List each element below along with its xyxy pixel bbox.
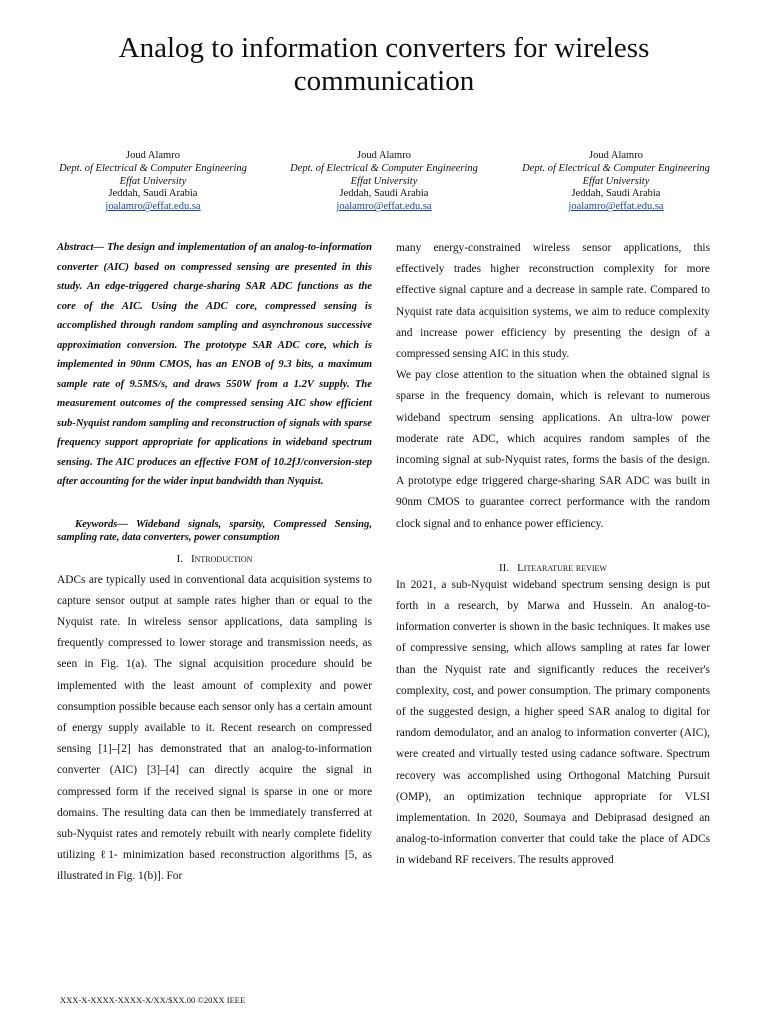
author-location: Jeddah, Saudi Arabia <box>339 188 429 200</box>
author-dept: Dept. of Electrical & Computer Engineering <box>522 162 710 174</box>
author-email-link[interactable]: joalamro@effat.edu.sa <box>336 201 432 213</box>
section-number: II. <box>499 561 510 574</box>
author-block-1 <box>43 150 263 214</box>
author-name: Joud Alamro <box>126 150 180 161</box>
author-block-2 <box>274 150 494 214</box>
author-org: Effat University <box>119 175 187 187</box>
author-dept: Dept. of Electrical & Computer Engineering <box>290 162 478 174</box>
intro-paragraph: ADCs are typically used in conventional data acquisition systems to capture sensor output at sample rates higher than or equal to the Nyquist rate. In wireless sensor applications, data sampling is frequently compressed to lower storage and transmission needs, as seen in Fig. 1(a). The signal acquisition procedure should be implemented with the least amount of complexity and power consumption possible because each sensor only has a certain amount of energy supply available to it. Recent research on compressed sensing [1]–[2] has demonstrated that an analog-to-information converter (AIC) [3]–[4] can directly acquire the signal in compressed form if the received signal is sparse in one or more domains. The resulting data can then be immediately transferred at sub-Nyquist rates and remotely rebuilt with nearly complete fidelity utilizing ℓ1- minimization based reconstruction algorithms [5, as illustrated in Fig. 1(b)]. For <box>57 573 372 883</box>
intro-paragraph-2: We pay close attention to the situation when the obtained signal is sparse in the frequency domain, which is relevant to numerous wideband spectrum sensing applications. An ultra-low power moderate rate ADC, which acquires random samples of the incoming signal at sub-Nyquist rates, forms the basis of the design. A prototype edge triggered charge-sharing SAR ADC was built in 90nm CMOS to guarantee correct performance with the random clock signal and to enhance power efficiency. <box>396 369 710 530</box>
author-org: Effat University <box>582 175 650 187</box>
review-paragraph: In 2021, a sub-Nyquist wideband spectrum sensing design is put forth in a research, by Marwa and Hussein. An analog-to-information converter is shown in the basic techniques. It makes use of compressive sensing, which allows sampling at rates far lower than the Nyquist rate and significantly reduces the receiver's complexity, cost, and power consumption. The primary components of the suggested design, a higher speed SAR analog to digital for random demodulator, and an analog to information converter (AIC), were created and virtually tested using cadance software. Spectrum recovery was accomplished using Orthogonal Matching Pursuit (OMP), an optimization technique appropriate for VLSI implementation. In 2020, Soumaya and Debiprasad designed an analog-to-information converter that could take the place of ADCs in wideband RF receivers. The results approved <box>396 578 710 867</box>
author-email-link[interactable]: joalamro@effat.edu.sa <box>105 201 201 213</box>
abstract: Abstract— The design and implementation of an analog-to-information converter (AIC) based on compressed sensing are presented in this study. An edge-triggered charge-sharing SAR ADC functions as the core of the AIC. Using the ADC core, compressed sensing is accomplished through random sampling and asynchronous successive approximation conversion. The prototype SAR ADC core, which is implemented in 90nm CMOS, has an ENOB of 9.3 bits, a maximum sample rate of 9.5MS/s, and draws 550W from a 1.2V supply. The measurement outcomes of the compressed sensing AIC show efficient sub-Nyquist random sampling and reconstruction of signals with sparse frequency support appropriate for applications in wideband spectrum sensing. The AIC produces an effective FOM of 10.2fJ/conversion-step after accounting for the wider input bandwidth than Nyquist. <box>57 242 372 487</box>
intro-paragraph-continued: many energy-constrained wireless sensor applications, this effectively trades higher reconstruction complexity for more effective signal capture and a decrease in sample rate. Compared to Nyquist rate data acquisition systems, we aim to reduce complexity and increase power efficiency by presenting the design of a compressed sensing AIC in this study. <box>396 242 710 361</box>
author-location: Jeddah, Saudi Arabia <box>571 188 661 200</box>
right-column <box>396 238 710 872</box>
author-email-link[interactable]: joalamro@effat.edu.sa <box>568 201 664 213</box>
author-dept: Dept. of Electrical & Computer Engineering <box>59 162 247 174</box>
author-location: Jeddah, Saudi Arabia <box>108 188 198 200</box>
author-name: Joud Alamro <box>357 150 411 161</box>
author-org: Effat University <box>350 175 418 187</box>
section-title: Litearature review <box>517 561 607 574</box>
left-column <box>57 238 372 888</box>
keywords: Keywords— Wideband signals, sparsity, Compressed Sensing, sampling rate, data converters, power consumption <box>57 518 372 543</box>
section-heading-literature-review <box>396 561 710 575</box>
author-name: Joud Alamro <box>589 150 643 161</box>
section-title: Introduction <box>190 552 253 565</box>
section-number: I. <box>176 552 183 565</box>
author-block-3 <box>506 150 726 214</box>
paper-title: Analog to information converters for wireless communication <box>118 32 650 97</box>
section-heading-introduction <box>57 552 372 566</box>
copyright-footer: XXX-X-XXXX-XXXX-X/XX/$XX.00 ©20XX IEEE <box>60 995 246 1005</box>
